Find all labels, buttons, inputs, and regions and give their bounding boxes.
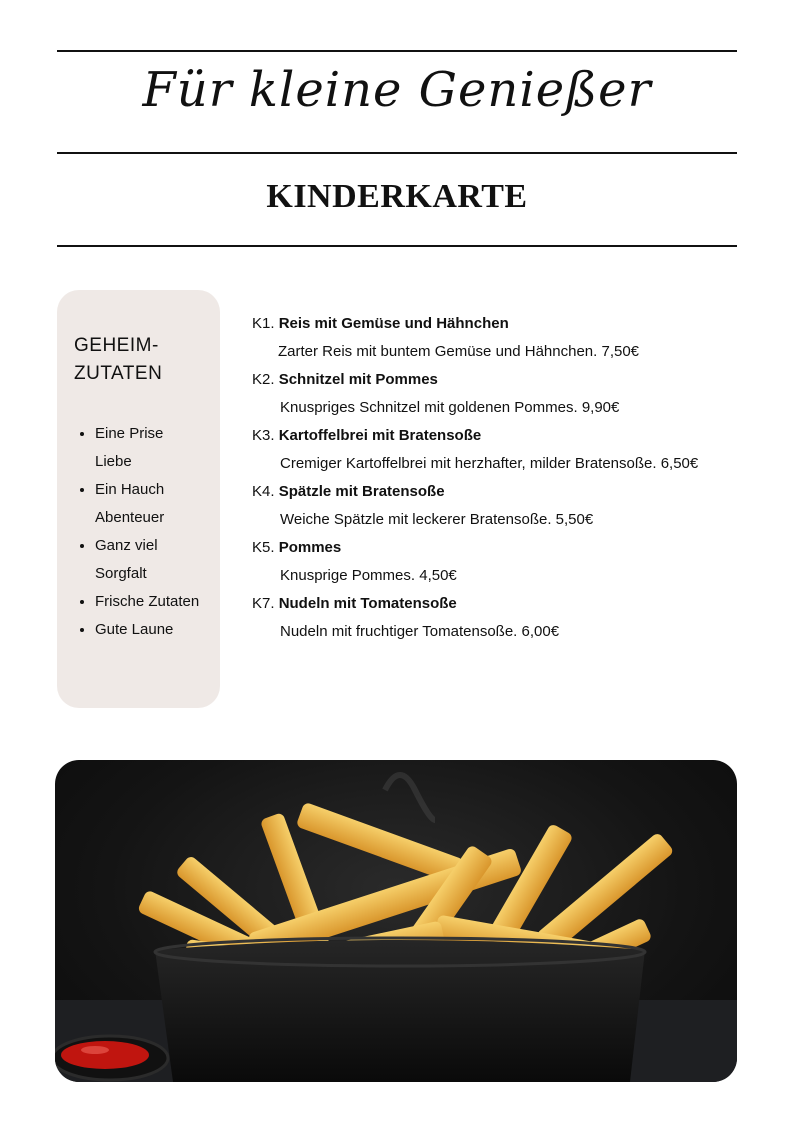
- menu-item: [252, 478, 722, 534]
- secret-ingredients-box: [57, 290, 220, 708]
- menu-item: [252, 310, 722, 366]
- item-description: Zarter Reis mit buntem Gemüse und Hähnchen. 7,50€: [278, 343, 640, 360]
- list-item: • Frische Zutaten: [95, 588, 204, 616]
- item-name: Schnitzel mit Pommes: [278, 371, 438, 388]
- ingredients-list: [74, 420, 204, 644]
- item-description: Knuspriges Schnitzel mit goldenen Pommes. 9,90€: [280, 399, 620, 416]
- fries-photo: [55, 760, 737, 1082]
- bottom-rule: [57, 245, 737, 247]
- menu-item: [252, 590, 722, 646]
- middle-rule: [57, 152, 737, 154]
- menu-item: [252, 534, 722, 590]
- list-item: • Eine Prise Liebe: [95, 420, 204, 476]
- item-description: Nudeln mit fruchtiger Tomatensoße. 6,00€: [280, 623, 560, 640]
- menu-item: [252, 366, 722, 422]
- list-item: • Gute Laune: [95, 616, 204, 644]
- sidebar-heading-line2: ZUTATEN: [74, 363, 163, 384]
- item-code: K4.: [252, 483, 275, 500]
- menu-list: [252, 310, 722, 646]
- sidebar-heading: [74, 332, 204, 388]
- list-item: • Ganz viel Sorgfalt: [95, 532, 204, 588]
- page-title: KINDERKARTE: [266, 178, 528, 215]
- item-code: K3.: [252, 427, 275, 444]
- sidebar-heading-line1: GEHEIM-: [74, 335, 159, 356]
- item-description: Cremiger Kartoffelbrei mit herzhafter, milder Bratensoße. 6,50€: [280, 455, 699, 472]
- fries-bowl-illustration: [55, 760, 737, 1082]
- item-name: Spätzle mit Bratensoße: [278, 483, 445, 500]
- item-code: K7.: [252, 595, 275, 612]
- list-item: • Ein Hauch Abenteuer: [95, 476, 204, 532]
- item-description: Knusprige Pommes. 4,50€: [280, 567, 457, 584]
- item-name: Nudeln mit Tomatensoße: [278, 595, 457, 612]
- item-description: Weiche Spätzle mit leckerer Bratensoße. 5,50€: [280, 511, 594, 528]
- item-code: K2.: [252, 371, 275, 388]
- item-name: Pommes: [278, 539, 342, 556]
- item-name: Kartoffelbrei mit Bratensoße: [278, 427, 482, 444]
- item-code: K5.: [252, 539, 275, 556]
- top-rule: [57, 50, 737, 52]
- script-title: Für kleine Genießer: [142, 62, 652, 118]
- item-code: K1.: [252, 315, 275, 332]
- item-name: Reis mit Gemüse und Hähnchen: [278, 315, 509, 332]
- menu-item: [252, 422, 722, 478]
